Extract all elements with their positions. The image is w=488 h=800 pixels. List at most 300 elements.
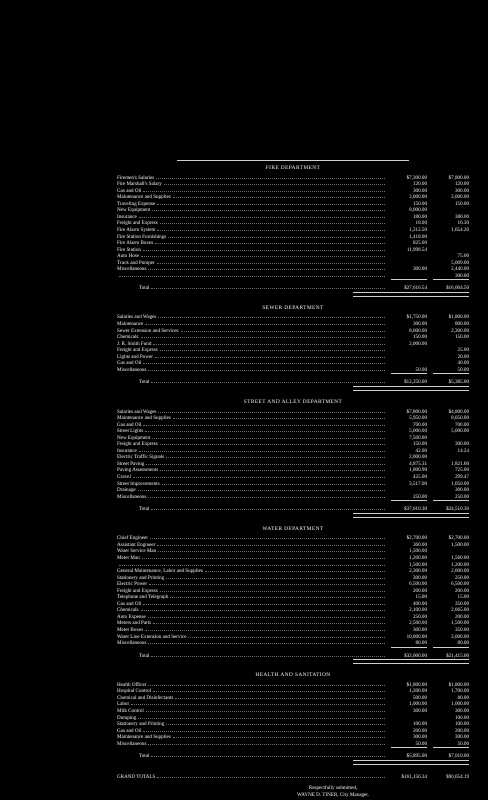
leader-dots — [173, 733, 385, 738]
leader-dots — [188, 633, 385, 638]
line-item-current: 3,517.00 — [409, 480, 427, 487]
line-item-name: Maintenance and Supplies — [117, 734, 171, 741]
line-item-current: 250.00 — [412, 613, 427, 620]
section-total-current: $12,250.00 — [404, 379, 427, 386]
line-item-name: Electric Traffic Signals — [117, 454, 165, 461]
leader-dots — [205, 567, 385, 572]
leader-dots — [157, 773, 385, 778]
leader-dots — [146, 460, 385, 465]
line-item-previous: 300.00 — [454, 187, 469, 194]
line-item-current: 2,500.00 — [409, 620, 427, 627]
line-item-previous: 14.24 — [457, 447, 469, 454]
line-item-previous: 1,500.00 — [451, 620, 469, 627]
line-item-current: 700.00 — [412, 421, 427, 428]
line-item-current: 80.00 — [415, 640, 427, 647]
section-total-current: $27,616.54 — [404, 285, 427, 292]
section-total-row — [117, 652, 469, 659]
line-item-previous: 2,000.00 — [451, 194, 469, 201]
line-item-name: Chemical and Disinfectants — [117, 694, 174, 701]
sum-rule-current — [391, 500, 427, 501]
line-item-previous: 6,500.00 — [451, 581, 469, 588]
line-item-current: 150.00 — [412, 441, 427, 448]
line-item-name: General Maintenance, Labor and Supplies — [117, 568, 203, 575]
line-item-previous: 50.00 — [457, 366, 469, 373]
line-item-current: 300.00 — [412, 574, 427, 581]
leader-dots — [143, 727, 385, 732]
sum-rule-current — [391, 373, 427, 374]
line-item-previous: 100.00 — [454, 721, 469, 728]
leader-dots — [141, 252, 385, 257]
line-item-previous: 380.00 — [454, 213, 469, 220]
line-item-current: 825.00 — [412, 240, 427, 247]
line-item-previous: 1,050.00 — [451, 480, 469, 487]
line-item-name: New Equipment — [117, 434, 151, 441]
line-item-previous: 2,300.00 — [451, 327, 469, 334]
line-item-row — [117, 366, 469, 373]
line-item-current: 300.00 — [412, 321, 427, 328]
leader-dots — [157, 541, 385, 546]
line-item-name: Meter Man — [117, 554, 140, 561]
line-item-previous: 300.00 — [454, 707, 469, 714]
line-item-name: Firemen's Salaries — [117, 174, 155, 181]
line-item-name: Chief Engineer — [117, 535, 148, 542]
line-item-previous: 2,000.00 — [451, 568, 469, 575]
leader-dots — [150, 534, 385, 539]
leader-dots — [162, 480, 385, 485]
grand-totals-previous: $90,654.19 — [446, 773, 469, 780]
line-item-name: Maintenance and Supplies — [117, 194, 171, 201]
line-item-previous: 8,050.00 — [451, 415, 469, 422]
line-item-previous: $1,800.00 — [448, 681, 469, 688]
leader-dots — [160, 466, 385, 471]
line-item-name: Miscellaneous — [117, 366, 147, 373]
leader-dots — [143, 246, 385, 251]
leader-dots — [148, 740, 385, 745]
line-item-current: 42.00 — [415, 447, 427, 454]
line-item-current: 400.00 — [412, 600, 427, 607]
total-double-rule — [353, 513, 469, 518]
line-item-previous: 700.00 — [454, 421, 469, 428]
line-item-name: Labor — [117, 701, 130, 708]
line-item-previous: 300.00 — [454, 734, 469, 741]
line-item-current: 15.00 — [415, 594, 427, 601]
signature-line-1: Respectfully submitted, — [308, 785, 358, 792]
line-item-previous: 1,560.00 — [451, 554, 469, 561]
line-item-current: 18.00 — [415, 220, 427, 227]
line-item-previous: 50.00 — [457, 740, 469, 747]
leader-dots — [133, 473, 385, 478]
leader-dots — [155, 239, 385, 244]
leader-dots — [158, 313, 385, 318]
line-item-name: Fire Station — [117, 246, 141, 253]
section-total-label: Total — [139, 652, 150, 659]
leader-dots — [148, 265, 385, 270]
line-item-current: 7,500.00 — [409, 434, 427, 441]
line-item-name: Fire Alarm System — [117, 226, 156, 233]
section-total-row — [117, 284, 469, 291]
sum-rule — [117, 747, 469, 750]
line-item-previous: 20.00 — [457, 353, 469, 360]
grand-totals-current: $161,156.34 — [401, 773, 427, 780]
line-item-previous: 1,821.60 — [451, 460, 469, 467]
leader-dots — [160, 346, 385, 351]
leader-dots — [148, 366, 385, 371]
leader-dots — [152, 206, 385, 211]
sum-rule-previous — [433, 373, 469, 374]
line-item-previous: $4,800.00 — [448, 408, 469, 415]
leader-dots — [164, 180, 385, 185]
line-item-previous: 1,700.00 — [451, 688, 469, 695]
line-item-name: J. R. Smith Fund — [117, 340, 152, 347]
leader-dots — [160, 440, 385, 445]
section-title: WATER DEPARTMENT — [262, 525, 324, 532]
line-item-previous: 250.00 — [454, 574, 469, 581]
leader-dots — [153, 687, 385, 692]
section-title: SEWER DEPARTMENT — [262, 304, 324, 311]
line-item-previous: 100.00 — [454, 714, 469, 721]
line-item-name: Street Improvements — [117, 480, 160, 487]
line-item-name: Fire Station Furnishings — [117, 233, 167, 240]
leader-dots — [143, 187, 385, 192]
section-total-row — [117, 378, 469, 385]
line-item-name: Gas and Oil — [117, 421, 142, 428]
top-rule — [177, 160, 409, 161]
line-item-previous: 80.00 — [457, 640, 469, 647]
line-item-previous: 80.00 — [457, 694, 469, 701]
line-item-name: Miscellaneous — [117, 266, 147, 273]
line-item-name: Assistant Engineer — [117, 541, 156, 548]
leader-dots — [151, 284, 385, 289]
sum-rule — [117, 647, 469, 650]
line-item-name: Sewer Extension and Services — [117, 327, 179, 334]
line-item-name: New Equipment — [117, 207, 151, 214]
line-item-current: 200.00 — [412, 727, 427, 734]
sum-rule — [117, 279, 469, 282]
section-title: HEALTH AND SANITATION — [255, 672, 331, 679]
line-item-current: 2,300.00 — [409, 568, 427, 575]
line-item-name: Traveling Expense — [117, 200, 156, 207]
line-item-name: Fire Marshall's Salary — [117, 181, 162, 188]
line-item-name: Street Lights — [117, 428, 144, 435]
leader-dots — [152, 434, 385, 439]
leader-dots — [142, 554, 385, 559]
line-item-name: Chemicals — [117, 607, 139, 614]
line-item-name: Chemicals — [117, 334, 139, 341]
line-item-current: 300.00 — [412, 707, 427, 714]
leader-dots — [156, 174, 385, 179]
line-item-previous: 300.00 — [454, 487, 469, 494]
line-item-name: Stationery and Printing — [117, 574, 165, 581]
section-total-previous: $5,385.00 — [448, 379, 469, 386]
line-item-previous: 200.00 — [454, 587, 469, 594]
line-item-name: Paving Assessments — [117, 467, 159, 474]
line-item-current: 50.00 — [415, 740, 427, 747]
line-item-name: Auto Expense — [117, 613, 146, 620]
leader-dots — [143, 600, 385, 605]
department-section — [117, 672, 469, 765]
line-item-name: Telephone and Telegraph — [117, 594, 169, 601]
signature-block — [117, 785, 469, 798]
line-item-previous: 150.00 — [454, 200, 469, 207]
section-title: FIRE DEPARTMENT — [265, 165, 321, 171]
line-item-name: Gas and Oil — [117, 727, 142, 734]
leader-dots — [157, 226, 385, 231]
line-item-previous: 5,009.00 — [451, 259, 469, 266]
line-item-current: 1,800.90 — [409, 467, 427, 474]
line-item-current: 250.00 — [412, 493, 427, 500]
leader-dots — [145, 427, 385, 432]
leader-dots — [119, 272, 385, 277]
line-item-current: 8,000.00 — [409, 207, 427, 214]
line-item-current: 100.00 — [412, 721, 427, 728]
line-item-name: Water Service Man — [117, 548, 157, 555]
leader-dots — [166, 574, 385, 579]
budget-document — [117, 160, 469, 798]
line-item-current: 150.00 — [412, 334, 427, 341]
line-item-name: Gravel — [117, 474, 131, 481]
line-item-current: 5,950.00 — [409, 415, 427, 422]
leader-dots — [138, 714, 385, 719]
line-item-name: Drainage — [117, 487, 136, 494]
line-item-previous: 2,440.00 — [451, 266, 469, 273]
leader-dots — [151, 505, 385, 510]
line-item-current: 1,212.50 — [409, 226, 427, 233]
line-item-previous: 1,200.00 — [451, 561, 469, 568]
section-total-current: $5,895.00 — [406, 753, 427, 760]
leader-dots — [160, 219, 385, 224]
leader-dots — [119, 561, 385, 566]
grand-totals-row — [117, 773, 469, 780]
leader-dots — [148, 493, 385, 498]
line-item-current: 11,998.54 — [406, 246, 427, 253]
leader-dots — [160, 587, 385, 592]
line-item-current: 500.00 — [412, 694, 427, 701]
leader-dots — [145, 626, 385, 631]
line-item-current: $1,800.00 — [406, 681, 427, 688]
leader-dots — [143, 359, 385, 364]
section-total-previous: $24,510.30 — [446, 506, 469, 513]
line-item-current: 10,000.00 — [406, 633, 427, 640]
department-sections — [117, 165, 469, 765]
sum-rule-previous — [433, 647, 469, 648]
line-item-current: $7,800.00 — [406, 408, 427, 415]
line-item-previous: 1,000.00 — [451, 701, 469, 708]
line-item-name: Miscellaneous — [117, 640, 147, 647]
line-item-previous: 200.00 — [454, 613, 469, 620]
total-double-rule — [353, 659, 469, 664]
line-item-name: Meter Boxes — [117, 627, 144, 633]
line-item-current: 300.00 — [412, 627, 427, 633]
line-item-name: Meters and Parts — [117, 620, 152, 627]
leader-dots — [166, 720, 385, 725]
sum-rule-current — [391, 647, 427, 648]
line-item-current: 2,000.00 — [409, 194, 427, 201]
department-section — [117, 399, 469, 518]
leader-dots — [175, 694, 385, 699]
line-item-current: 1,000.00 — [409, 701, 427, 708]
line-item-current: $1,750.00 — [406, 314, 427, 321]
line-item-current: 120.00 — [412, 181, 427, 188]
sum-rule-current — [391, 747, 427, 748]
leader-dots — [149, 580, 385, 585]
line-item-name: Truck and Pumper — [117, 259, 155, 266]
line-item-previous: 120.00 — [454, 181, 469, 188]
leader-dots — [148, 681, 385, 686]
line-item-current: 50.00 — [415, 366, 427, 373]
total-double-rule — [353, 760, 469, 765]
line-item-current: 6,500.00 — [409, 581, 427, 588]
leader-dots — [138, 486, 385, 491]
leader-dots — [170, 593, 385, 598]
section-total-row — [117, 505, 469, 512]
line-item-previous: 25.00 — [457, 347, 469, 354]
line-item-name: Maintenance — [117, 321, 144, 328]
line-item-name: Street Paving — [117, 460, 145, 467]
leader-dots — [141, 606, 385, 611]
line-item-previous: 299.47 — [454, 474, 469, 481]
line-item-name: Gas and Oil — [117, 600, 142, 607]
line-item-previous: 350.00 — [454, 627, 469, 633]
sum-rule-previous — [433, 747, 469, 748]
line-item-name: Dumping — [117, 714, 137, 721]
leader-dots — [148, 639, 385, 644]
line-item-name: Salaries and Wages — [117, 314, 157, 321]
leader-dots — [158, 547, 385, 552]
leader-dots — [146, 707, 385, 712]
line-item-name: Water Line Extension and Service — [117, 633, 187, 640]
signature-line-2: WAYNE D. TINER, City Manager. — [296, 791, 369, 798]
line-item-previous: 300.00 — [454, 441, 469, 448]
line-item-current: 8,000.00 — [409, 327, 427, 334]
line-item-name: Insurance — [117, 447, 137, 454]
line-item-name: Freight and Express — [117, 347, 158, 354]
line-item-current: 1,200.00 — [409, 554, 427, 561]
line-item-current: 4,875.31 — [409, 460, 427, 467]
line-item-previous: $1,800.00 — [448, 314, 469, 321]
sum-rule — [117, 373, 469, 376]
line-item-name: Gas and Oil — [117, 360, 142, 367]
line-item-current: 1,500.00 — [409, 548, 427, 555]
line-item-current: 1,200.00 — [409, 688, 427, 695]
total-double-rule — [353, 292, 469, 297]
leader-dots — [166, 453, 385, 458]
leader-dots — [148, 613, 385, 618]
leader-dots — [131, 700, 385, 705]
section-total-label: Total — [139, 506, 150, 513]
line-item-previous: 725.00 — [454, 467, 469, 474]
line-item-name: Freight and Express — [117, 587, 158, 594]
line-item-name: Maintenance and Supplies — [117, 415, 171, 422]
line-item-name: Hospital Control — [117, 688, 152, 695]
line-item-previous: 350.00 — [454, 600, 469, 607]
line-item-previous: 5,000.00 — [451, 428, 469, 435]
line-item-current: 200.00 — [412, 587, 427, 594]
line-item-previous: 800.00 — [454, 321, 469, 328]
line-item-previous: 2,000.00 — [451, 633, 469, 640]
line-item-current: 180.00 — [412, 213, 427, 220]
sum-rule-previous — [433, 279, 469, 280]
line-item-previous: 40.00 — [457, 360, 469, 367]
sum-rule — [117, 500, 469, 503]
line-item-current: 360.00 — [412, 541, 427, 548]
line-item-previous: 300.00 — [454, 272, 469, 279]
section-total-previous: $21,415.00 — [446, 652, 469, 659]
department-section — [117, 165, 469, 297]
sum-rule-previous — [433, 500, 469, 501]
line-item-previous: 15.00 — [457, 594, 469, 601]
line-item-previous: 1,654.20 — [451, 226, 469, 233]
line-item-current: 150.00 — [412, 200, 427, 207]
line-item-current: 5,000.00 — [409, 428, 427, 435]
leader-dots — [153, 340, 385, 345]
line-item-current: $7,300.00 — [406, 174, 427, 181]
line-item-previous: 200.00 — [454, 727, 469, 734]
leader-dots — [151, 652, 385, 657]
line-item-previous: $2,700.00 — [448, 535, 469, 542]
line-item-previous: 16.30 — [457, 220, 469, 227]
line-item-current: 1,500.00 — [409, 561, 427, 568]
leader-dots — [141, 333, 385, 338]
line-item-name: Miscellaneous — [117, 493, 147, 500]
line-item-name: Stationery and Printing — [117, 721, 165, 728]
leader-dots — [158, 408, 385, 413]
section-total-previous: $7,010.00 — [448, 753, 469, 760]
line-item-current: 2,100.00 — [409, 607, 427, 614]
grand-totals-label: GRAND TOTALS — [117, 773, 156, 780]
line-item-name: Freight and Express — [117, 441, 158, 448]
leader-dots — [173, 414, 385, 419]
line-item-name: Freight and Express — [117, 220, 158, 227]
line-item-previous: 1,500.00 — [451, 541, 469, 548]
line-item-name: Milk Control — [117, 707, 144, 714]
line-item-name: Salaries and Wages — [117, 408, 157, 415]
line-item-current: 300.00 — [412, 734, 427, 741]
section-total-label: Total — [139, 285, 150, 292]
leader-dots — [168, 233, 385, 238]
leader-dots — [145, 320, 385, 325]
section-total-previous: $16,004.50 — [446, 285, 469, 292]
line-item-current: 2,000.00 — [409, 454, 427, 461]
line-item-current: 300.00 — [412, 187, 427, 194]
total-double-rule — [353, 386, 469, 391]
leader-dots — [143, 421, 385, 426]
line-item-row — [117, 740, 469, 747]
line-item-current: 2,000.00 — [409, 340, 427, 347]
section-total-current: $32,000.00 — [404, 652, 427, 659]
section-total-current: $37,610.30 — [404, 506, 427, 513]
section-total-row — [117, 752, 469, 759]
leader-dots — [153, 619, 385, 624]
leader-dots — [157, 259, 385, 264]
leader-dots — [139, 213, 385, 218]
line-item-name: Fire Alarm Boxes — [117, 240, 154, 247]
leader-dots — [155, 353, 385, 358]
line-item-name: Gas and Oil — [117, 187, 142, 194]
line-item-previous: 2,065.00 — [451, 607, 469, 614]
line-item-name: Electric Power — [117, 581, 148, 588]
department-section — [117, 526, 469, 664]
sum-rule-current — [391, 279, 427, 280]
line-item-current: 425.00 — [412, 474, 427, 481]
section-title: STREET AND ALLEY DEPARTMENT — [243, 398, 343, 405]
line-item-name: Auto Hose — [117, 253, 139, 260]
leader-dots — [157, 200, 385, 205]
leader-dots — [151, 752, 385, 757]
leader-dots — [173, 193, 385, 198]
line-item-name: Miscellaneous — [117, 740, 147, 747]
line-item-previous: $7,800.00 — [448, 174, 469, 181]
section-total-label: Total — [139, 753, 150, 760]
